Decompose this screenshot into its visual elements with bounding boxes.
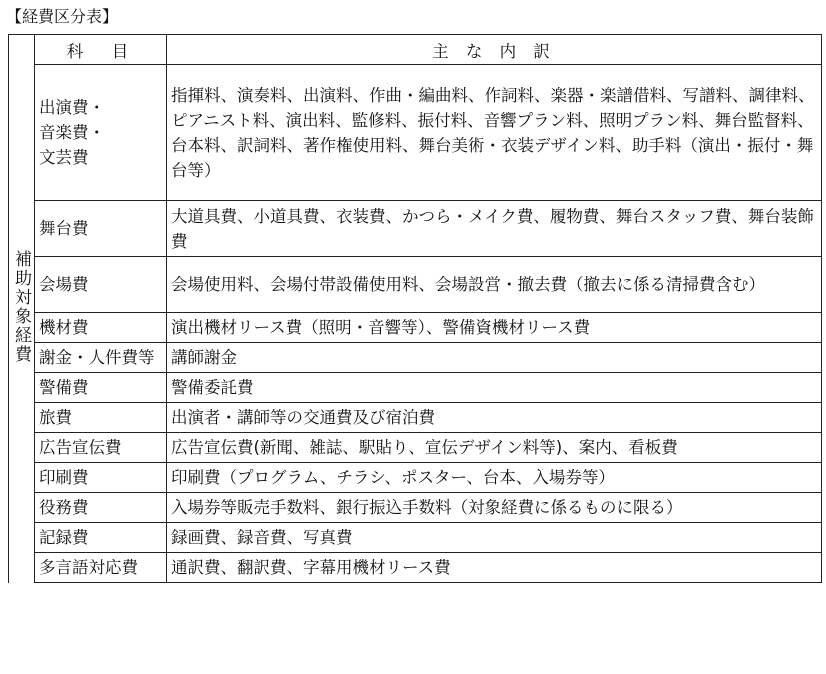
detail-cell: 警備委託費 xyxy=(167,373,822,403)
detail-cell: 通訳費、翻訳費、字幕用機材リース費 xyxy=(167,553,822,583)
table-row xyxy=(9,313,822,343)
detail-cell: 録画費、録音費、写真費 xyxy=(167,523,822,553)
table-row xyxy=(9,493,822,523)
category-cell: 会場費 xyxy=(35,257,167,313)
header-row xyxy=(9,35,822,65)
table-title: 【経費区分表】 xyxy=(6,7,119,26)
detail-cell: 広告宣伝費(新聞、雑誌、駅貼り、宣伝デザイン料等)、案内、看板費 xyxy=(167,433,822,463)
table-row xyxy=(9,553,822,583)
side-label: 補助対象経費 xyxy=(11,249,31,364)
column-header-item: 科 目 xyxy=(35,35,167,65)
category-cell: 広告宣伝費 xyxy=(35,433,167,463)
category-line: 出演費・ xyxy=(39,98,105,117)
table-row xyxy=(9,403,822,433)
side-label-cell xyxy=(9,35,35,583)
table-row xyxy=(9,433,822,463)
category-cell: 機材費 xyxy=(35,313,167,343)
detail-cell: 演出機材リース費（照明・音響等）、警備資機材リース費 xyxy=(167,313,822,343)
detail-cell: 入場券等販売手数料、銀行振込手数料（対象経費に係るものに限る） xyxy=(167,493,822,523)
table-row xyxy=(9,463,822,493)
table-row xyxy=(9,373,822,403)
category-cell: 舞台費 xyxy=(35,201,167,257)
detail-cell: 大道具費、小道具費、衣装費、かつら・メイク費、履物費、舞台スタッフ費、舞台装飾費 xyxy=(167,201,822,257)
table-row xyxy=(9,201,822,257)
table-row xyxy=(9,523,822,553)
detail-cell: 印刷費（プログラム、チラシ、ポスター、台本、入場券等） xyxy=(167,463,822,493)
table-row xyxy=(9,343,822,373)
category-line: 文芸費 xyxy=(39,148,89,167)
category-cell: 多言語対応費 xyxy=(35,553,167,583)
table-row xyxy=(9,65,822,201)
category-cell: 役務費 xyxy=(35,493,167,523)
detail-cell: 出演者・講師等の交通費及び宿泊費 xyxy=(167,403,822,433)
detail-cell: 指揮料、演奏料、出演料、作曲・編曲料、作詞料、楽器・楽譜借料、写譜料、調律料、ピアニスト料、演出料、監修料、振付料、音響プラン料、照明プラン料、舞台監督料、台本料、訳詞料、著作権使用料、舞台美術・衣装デザイン料、助手料（演出・振付・舞台等） xyxy=(167,65,822,201)
category-cell xyxy=(35,65,167,201)
category-cell: 警備費 xyxy=(35,373,167,403)
category-cell: 謝金・人件費等 xyxy=(35,343,167,373)
category-cell: 印刷費 xyxy=(35,463,167,493)
detail-cell: 会場使用料、会場付帯設備使用料、会場設営・撤去費（撤去に係る清掃費含む） xyxy=(167,257,822,313)
detail-cell: 講師謝金 xyxy=(167,343,822,373)
category-cell: 記録費 xyxy=(35,523,167,553)
column-header-detail: 主 な 内 訳 xyxy=(167,35,822,65)
category-line: 音楽費・ xyxy=(39,123,105,142)
table-row xyxy=(9,257,822,313)
expense-classification-table xyxy=(8,34,822,583)
category-cell: 旅費 xyxy=(35,403,167,433)
